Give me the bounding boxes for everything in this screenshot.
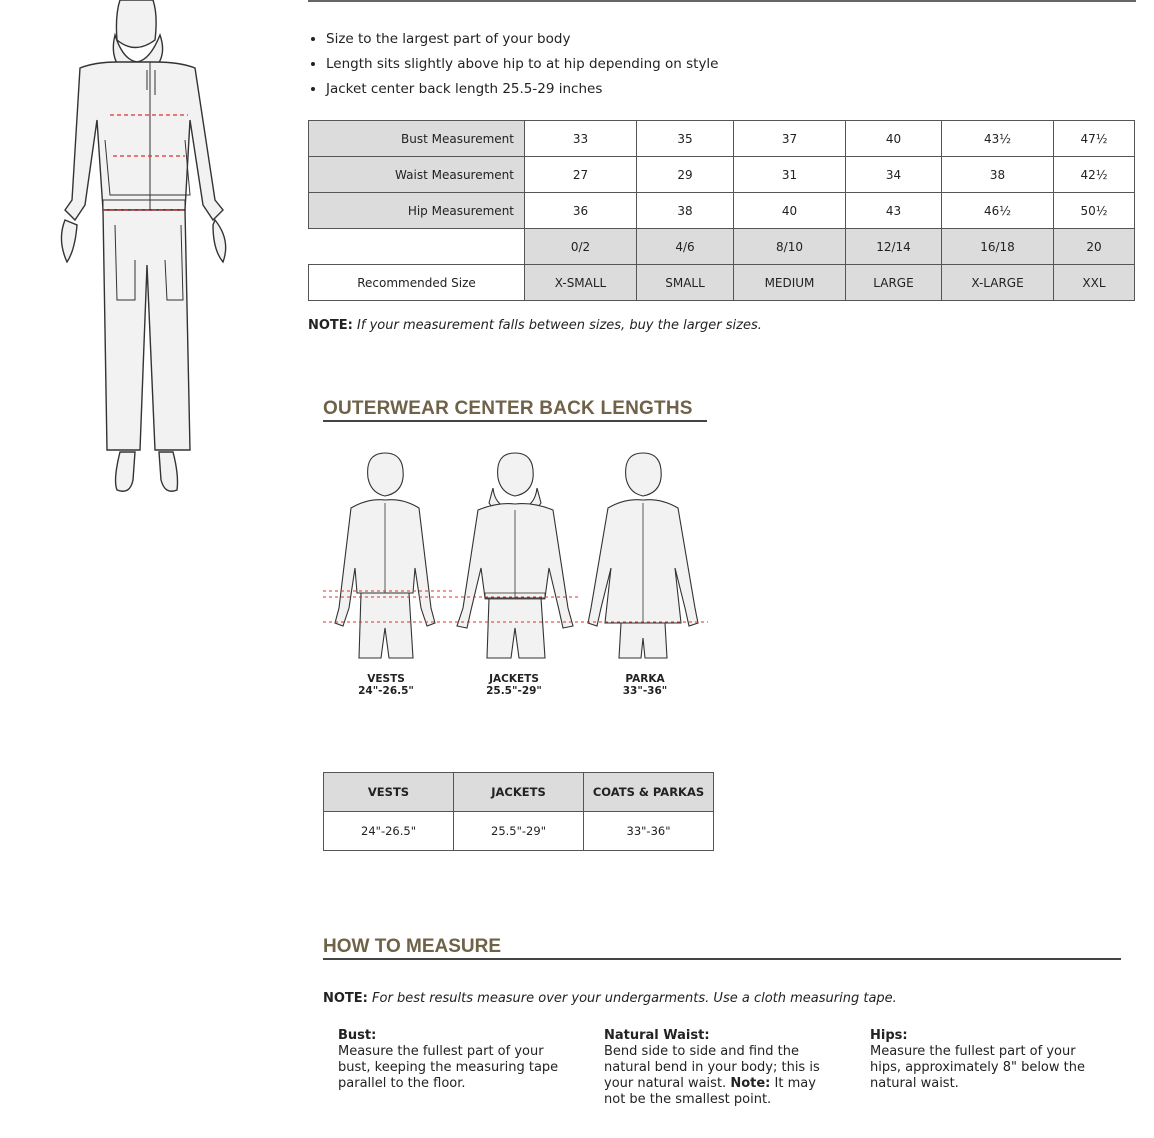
caption-name: PARKA (625, 673, 665, 685)
table-header-cell: VESTS (324, 773, 454, 812)
table-cell: 31 (734, 157, 846, 193)
table-cell: 33"-36" (584, 812, 714, 851)
outerwear-heading: OUTERWEAR CENTER BACK LENGTHS (323, 398, 707, 422)
table-cell: 40 (846, 121, 942, 157)
waist-instructions (604, 1028, 836, 1108)
table-cell: 8/10 (734, 229, 846, 265)
caption-range: 33"-36" (622, 685, 668, 697)
table-row (324, 812, 714, 851)
table-row (324, 773, 714, 812)
table-cell: 36 (525, 193, 637, 229)
waist-note-text: It may not be the smallest point. (604, 1076, 816, 1107)
caption-name: VESTS (367, 673, 405, 685)
table-cell: 40 (734, 193, 846, 229)
table-cell: 27 (525, 157, 637, 193)
empty-cell (309, 229, 525, 265)
table-cell: 38 (637, 193, 734, 229)
waist-body (604, 1044, 836, 1108)
measure-note (323, 991, 897, 1006)
fit-bullet-list (308, 27, 719, 102)
top-divider (308, 0, 1136, 2)
table-cell: 47½ (1054, 121, 1135, 157)
table-row (309, 121, 1135, 157)
bust-title: Bust: (338, 1028, 377, 1043)
note-text: For best results measure over your undergarments. Use a cloth measuring tape. (372, 991, 897, 1006)
figure-caption-parka (595, 673, 695, 697)
row-label: Hip Measurement (309, 193, 525, 229)
hips-text: Measure the fullest part of your hips, approximately 8" below the natural waist. (870, 1044, 1085, 1091)
table-row (309, 157, 1135, 193)
table-cell: 12/14 (846, 229, 942, 265)
table-cell: X-SMALL (525, 265, 637, 301)
table-cell: 46½ (942, 193, 1054, 229)
bullet-item: • Size to the largest part of your body (326, 27, 719, 52)
note-label: NOTE: (308, 318, 353, 333)
bust-instructions (338, 1028, 578, 1092)
table-cell: 20 (1054, 229, 1135, 265)
table-cell: 4/6 (637, 229, 734, 265)
table-cell: 34 (846, 157, 942, 193)
table-cell: 33 (525, 121, 637, 157)
caption-range: 24"-26.5" (358, 685, 414, 697)
table-cell: LARGE (846, 265, 942, 301)
table-cell: 29 (637, 157, 734, 193)
waist-text: Bend side to side and find the natural bend in your body; this is your natural waist. (604, 1044, 820, 1091)
table-cell: XXL (1054, 265, 1135, 301)
bust-text: Measure the fullest part of your bust, keeping the measuring tape parallel to the floor. (338, 1044, 559, 1091)
table-cell: 42½ (1054, 157, 1135, 193)
outerwear-lengths-table (323, 772, 714, 851)
table-cell: MEDIUM (734, 265, 846, 301)
note-label: NOTE: (323, 991, 368, 1006)
caption-range: 25.5"-29" (486, 685, 542, 697)
woman-figure-illustration (55, 0, 245, 500)
bullet-item: • Length sits slightly above hip to at hip depending on style (326, 52, 719, 77)
waist-note-label: Note: (730, 1076, 771, 1091)
size-chart-table (308, 120, 1135, 301)
row-label: Waist Measurement (309, 157, 525, 193)
table-cell: X-LARGE (942, 265, 1054, 301)
table-cell: 24"-26.5" (324, 812, 454, 851)
table-row (309, 265, 1135, 301)
figure-caption-vests (336, 673, 436, 697)
row-label: Bust Measurement (309, 121, 525, 157)
table-cell: SMALL (637, 265, 734, 301)
table-cell: 0/2 (525, 229, 637, 265)
figure-caption-jackets (464, 673, 564, 697)
table-header-cell: JACKETS (454, 773, 584, 812)
hips-title: Hips: (870, 1028, 908, 1043)
table-cell: 16/18 (942, 229, 1054, 265)
table-cell: 35 (637, 121, 734, 157)
caption-name: JACKETS (489, 673, 539, 685)
table-row (309, 193, 1135, 229)
table-header-cell: COATS & PARKAS (584, 773, 714, 812)
table-cell: 43½ (942, 121, 1054, 157)
hips-instructions (870, 1028, 1100, 1092)
waist-title: Natural Waist: (604, 1028, 710, 1043)
table-cell: 43 (846, 193, 942, 229)
table-cell: 38 (942, 157, 1054, 193)
bullet-item: • Jacket center back length 25.5-29 inches (326, 77, 719, 102)
row-label: Recommended Size (309, 265, 525, 301)
how-to-measure-heading: HOW TO MEASURE (323, 936, 1121, 960)
note-text: If your measurement falls between sizes, buy the larger sizes. (357, 318, 762, 333)
table-cell: 50½ (1054, 193, 1135, 229)
table-cell: 25.5"-29" (454, 812, 584, 851)
size-note (308, 318, 762, 333)
table-row (309, 229, 1135, 265)
outerwear-figures-illustration (323, 448, 713, 663)
table-cell: 37 (734, 121, 846, 157)
